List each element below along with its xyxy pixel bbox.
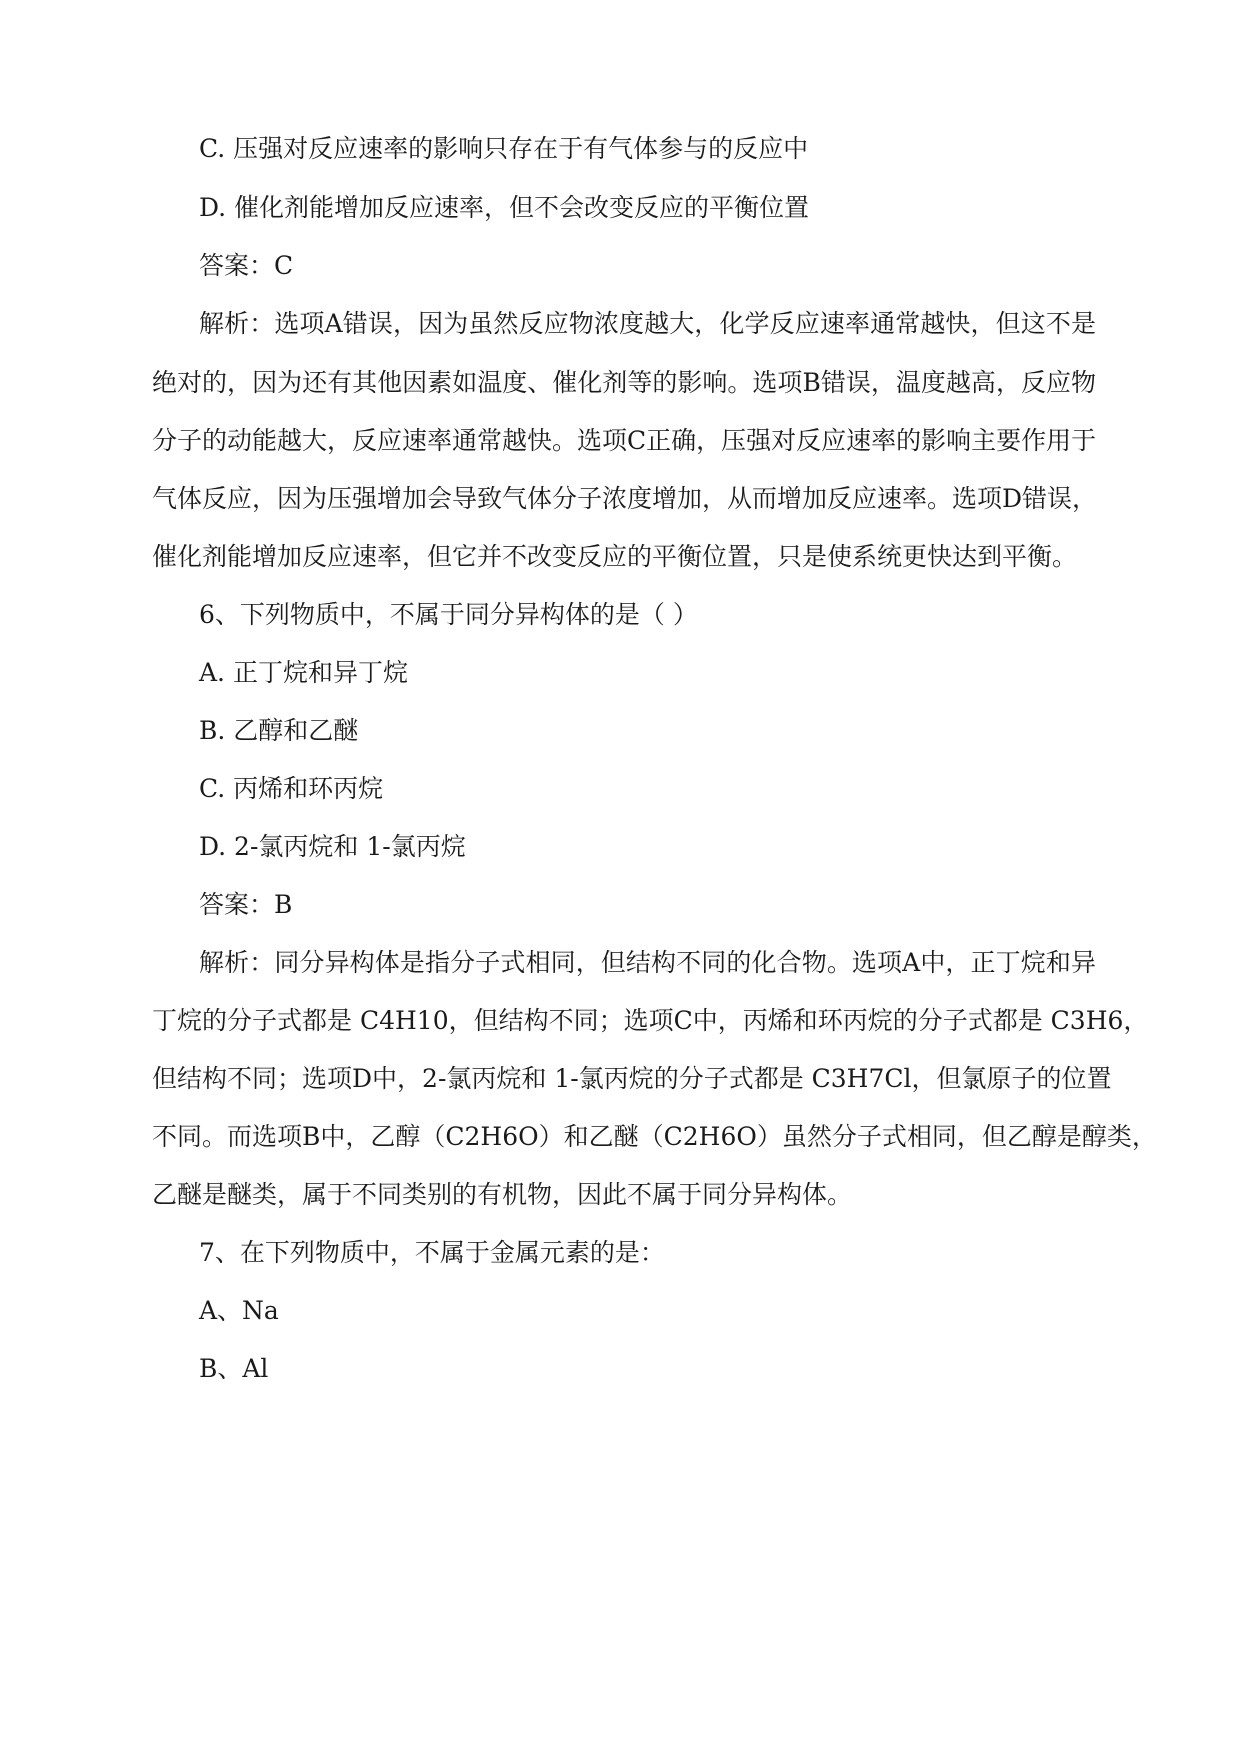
q5-explanation-line-5: 催化剂能增加反应速率，但它并不改变反应的平衡位置，只是使系统更快达到平衡。 — [152, 542, 1078, 571]
q6-option-a: A. 正丁烷和异丁烷 — [199, 658, 408, 687]
q5-explanation-line-3: 分子的动能越大，反应速率通常越快。选项C正确，压强对反应速率的影响主要作用于 — [152, 426, 1097, 455]
q6-option-c: C. 丙烯和环丙烷 — [199, 774, 384, 803]
q5-option-c: C. 压强对反应速率的影响只存在于有气体参与的反应中 — [199, 134, 809, 163]
q6-explanation-line-4: 不同。而选项B中，乙醇（C2H6O）和乙醚（C2H6O）虽然分子式相同，但乙醇是醇类， — [152, 1122, 1157, 1151]
q6-answer: 答案：B — [199, 890, 293, 919]
q7-option-a: A、Na — [199, 1296, 279, 1325]
q6-explanation-line-3: 但结构不同；选项D中，2-氯丙烷和 1-氯丙烷的分子式都是 C3H7Cl，但氯原子的位置 — [152, 1064, 1112, 1093]
q5-explanation-line-4: 气体反应，因为压强增加会导致气体分子浓度增加，从而增加反应速率。选项D错误， — [152, 484, 1098, 513]
q5-explanation-line-1: 解析：选项A错误，因为虽然反应物浓度越大，化学反应速率通常越快，但这不是 — [199, 309, 1096, 338]
q5-option-d: D. 催化剂能增加反应速率，但不会改变反应的平衡位置 — [199, 193, 810, 222]
q6-question: 6、下列物质中，不属于同分异构体的是（ ） — [199, 600, 698, 629]
q5-explanation-line-2: 绝对的，因为还有其他因素如温度、催化剂等的影响。选项B错误，温度越高，反应物 — [152, 368, 1096, 397]
q5-answer: 答案：C — [199, 251, 294, 280]
q7-question: 7、在下列物质中，不属于金属元素的是： — [199, 1238, 665, 1267]
q6-option-d: D. 2-氯丙烷和 1-氯丙烷 — [199, 832, 466, 861]
q6-explanation-line-1: 解析：同分异构体是指分子式相同，但结构不同的化合物。选项A中，正丁烷和异 — [199, 948, 1096, 977]
q6-option-b: B. 乙醇和乙醚 — [199, 716, 359, 745]
q6-explanation-line-2: 丁烷的分子式都是 C4H10，但结构不同；选项C中，丙烯和环丙烷的分子式都是 C3H6， — [152, 1006, 1149, 1035]
q7-option-b: B、Al — [199, 1354, 269, 1383]
q6-explanation-line-5: 乙醚是醚类，属于不同类别的有机物，因此不属于同分异构体。 — [152, 1180, 853, 1209]
